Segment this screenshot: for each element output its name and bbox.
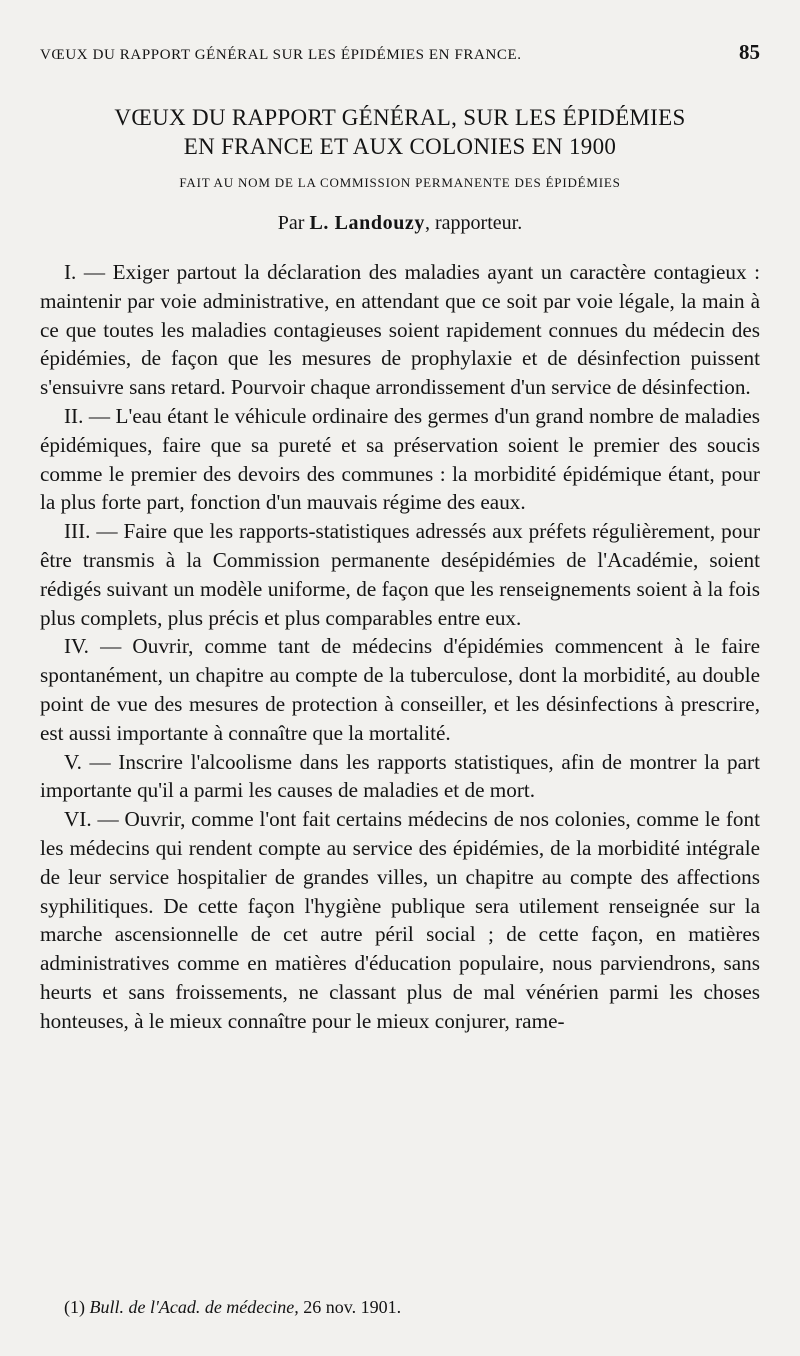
article-title [40, 103, 760, 161]
author-role: , rapporteur. [425, 212, 523, 234]
author-name: L. Landouzy [309, 212, 425, 234]
author-prefix: Par [277, 212, 305, 234]
title-line-2: EN FRANCE ET AUX COLONIES EN 1900 [183, 134, 617, 159]
article-body [40, 258, 760, 1036]
paragraph-v: V. — Inscrire l'alcoolisme dans les rapports statistiques, afin de montrer la part importante qu'il a parmi les causes de maladies et de mort. [40, 749, 760, 803]
paragraph-vi: VI. — Ouvrir, comme l'ont fait certains médecins de nos colonies, comme le font les médecins qui rendent compte au service des épidémies, de la morbidité intégrale de leur service hospitalier de grandes villes, un chapitre au compte des affections syphilitiques. De cette façon l'hygiène publique sera utilement renseignée sur la marche ascensionnelle de cet autre péril social ; de cette façon, en matières administratives comme en matières d'éducation populaire, nous parviendrons, sans heurts et sans froissements, ne classant plus de mal vénérien parmi les choses honteuses, à le mieux connaître pour le mieux conjurer, rame- [40, 807, 760, 1033]
paragraph-ii: II. — L'eau étant le véhicule ordinaire des germes d'un grand nombre de maladies épidémiques, faire que sa pureté et sa préservation soient le premier des soucis comme le premier des devoirs des communes : la morbidité épidémique étant, pour la plus forte part, fonction d'un mauvais régime des eaux. [40, 403, 760, 515]
footnote-date: 26 nov. 1901. [303, 1297, 402, 1317]
paragraph-i: I. — Exiger partout la déclaration des maladies ayant un caractère contagieux : maintenir par voie administrative, en attendant que ce soit par voie légale, la main à ce que toutes les maladies contagieuses soient rapidement connues du médecin des épidémies, de façon que les mesures de prophylaxie et de désinfection puissent s'ensuivre sans retard. Pourvoir chaque arrondissement d'un service de désinfection. [40, 260, 760, 400]
page-number: 85 [739, 40, 760, 64]
paragraph-iii: III. — Faire que les rapports-statistiques adressés aux préfets régulièrement, pour être transmis à la Commission permanente desépidémies de l'Académie, soient rédigés suivant un modèle uniforme, de façon que les renseignements soient à la fois plus complets, plus précis et plus comparables entre eux. [40, 519, 760, 630]
article-subtitle: FAIT AU NOM DE LA COMMISSION PERMANENTE DES ÉPIDÉMIES [179, 175, 621, 190]
author-line [40, 212, 760, 235]
footnote-source: Bull. de l'Acad. de médecine, [89, 1297, 299, 1317]
footnote-marker: (1) [64, 1297, 85, 1317]
running-title: VŒUX DU RAPPORT GÉNÉRAL SUR LES ÉPIDÉMIES EN FRANCE. [40, 47, 522, 63]
paragraph-iv: IV. — Ouvrir, comme tant de médecins d'épidémies commencent à le faire spontanément, un chapitre au compte de la tuberculose, dont la morbidité, au double point de vue des mesures de protection à conseiller, et les désinfections à prescrire, est aussi importante à connaître que la mortalité. [40, 634, 760, 745]
title-line-1: VŒUX DU RAPPORT GÉNÉRAL, SUR LES ÉPIDÉMIES [114, 105, 686, 130]
running-header [40, 40, 760, 65]
footnote [64, 1297, 760, 1318]
